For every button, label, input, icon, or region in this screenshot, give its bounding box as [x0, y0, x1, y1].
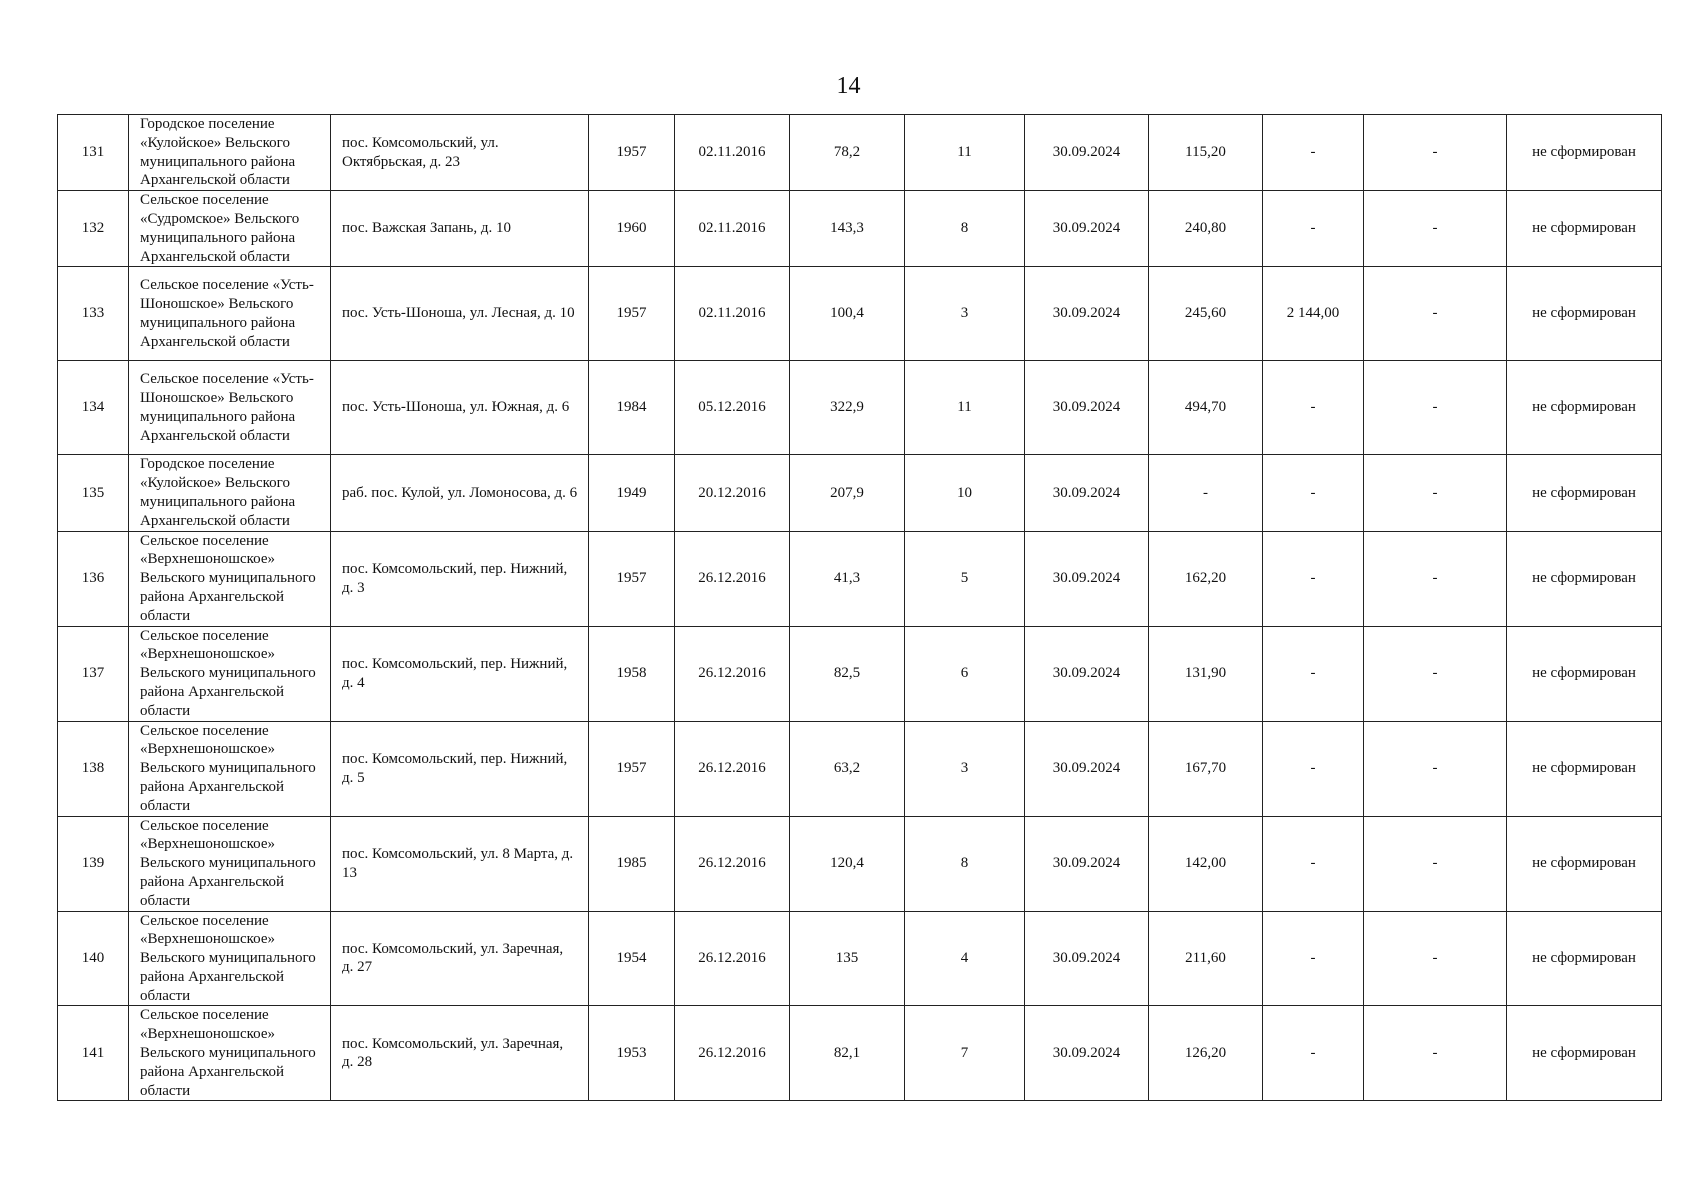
table-row: [58, 721, 1662, 816]
status-cell: не сформирован: [1507, 911, 1662, 1006]
value-column-1: 162,20: [1149, 531, 1263, 626]
residents-count: 8: [905, 191, 1025, 267]
table-row: [58, 115, 1662, 191]
table-row: [58, 191, 1662, 267]
house-address: пос. Комсомольский, ул. Заречная, д. 28: [331, 1006, 589, 1101]
residents-count: 3: [905, 721, 1025, 816]
row-number: 140: [58, 911, 129, 1006]
value-column-1: 142,00: [1149, 816, 1263, 911]
row-number: 135: [58, 455, 129, 531]
value-column-3: -: [1364, 361, 1507, 455]
relocation-deadline: 30.09.2024: [1025, 267, 1149, 361]
table-row: [58, 1006, 1662, 1101]
table-row: [58, 267, 1662, 361]
recognition-date: 02.11.2016: [675, 267, 790, 361]
house-address: пос. Усть-Шоноша, ул. Лесная, д. 10: [331, 267, 589, 361]
recognition-date: 26.12.2016: [675, 626, 790, 721]
settlement-name: Сельское поселение «Верхнешоношское» Вельского муниципального района Архангельской области: [129, 816, 331, 911]
status-cell: не сформирован: [1507, 1006, 1662, 1101]
relocation-deadline: 30.09.2024: [1025, 626, 1149, 721]
settlement-name: Сельское поселение «Усть-Шоношское» Вельского муниципального района Архангельской области: [129, 267, 331, 361]
build-year: 1957: [589, 267, 675, 361]
recognition-date: 02.11.2016: [675, 191, 790, 267]
value-column-2: -: [1263, 455, 1364, 531]
value-column-3: -: [1364, 816, 1507, 911]
housing-registry-table: [57, 114, 1662, 1101]
residents-count: 10: [905, 455, 1025, 531]
house-address: пос. Комсомольский, ул. Заречная, д. 27: [331, 911, 589, 1006]
house-area: 78,2: [790, 115, 905, 191]
value-column-2: 2 144,00: [1263, 267, 1364, 361]
relocation-deadline: 30.09.2024: [1025, 115, 1149, 191]
build-year: 1954: [589, 911, 675, 1006]
table-row: [58, 531, 1662, 626]
settlement-name: Сельское поселение «Верхнешоношское» Вельского муниципального района Архангельской области: [129, 721, 331, 816]
recognition-date: 26.12.2016: [675, 531, 790, 626]
value-column-1: 211,60: [1149, 911, 1263, 1006]
settlement-name: Городское поселение «Кулойское» Вельского муниципального района Архангельской области: [129, 455, 331, 531]
value-column-3: -: [1364, 721, 1507, 816]
recognition-date: 05.12.2016: [675, 361, 790, 455]
relocation-deadline: 30.09.2024: [1025, 455, 1149, 531]
recognition-date: 26.12.2016: [675, 721, 790, 816]
status-cell: не сформирован: [1507, 816, 1662, 911]
table-row: [58, 626, 1662, 721]
value-column-3: -: [1364, 1006, 1507, 1101]
house-area: 322,9: [790, 361, 905, 455]
house-address: пос. Комсомольский, пер. Нижний, д. 3: [331, 531, 589, 626]
recognition-date: 20.12.2016: [675, 455, 790, 531]
house-address: пос. Важская Запань, д. 10: [331, 191, 589, 267]
house-address: пос. Комсомольский, ул. Октябрьская, д. 23: [331, 115, 589, 191]
value-column-1: 126,20: [1149, 1006, 1263, 1101]
row-number: 131: [58, 115, 129, 191]
house-address: раб. пос. Кулой, ул. Ломоносова, д. 6: [331, 455, 589, 531]
residents-count: 6: [905, 626, 1025, 721]
value-column-1: 245,60: [1149, 267, 1263, 361]
house-address: пос. Комсомольский, пер. Нижний, д. 5: [331, 721, 589, 816]
house-area: 82,5: [790, 626, 905, 721]
build-year: 1984: [589, 361, 675, 455]
recognition-date: 26.12.2016: [675, 911, 790, 1006]
relocation-deadline: 30.09.2024: [1025, 531, 1149, 626]
status-cell: не сформирован: [1507, 361, 1662, 455]
relocation-deadline: 30.09.2024: [1025, 361, 1149, 455]
house-area: 143,3: [790, 191, 905, 267]
value-column-1: 167,70: [1149, 721, 1263, 816]
house-area: 120,4: [790, 816, 905, 911]
settlement-name: Сельское поселение «Верхнешоношское» Вельского муниципального района Архангельской области: [129, 1006, 331, 1101]
status-cell: не сформирован: [1507, 115, 1662, 191]
table-row: [58, 911, 1662, 1006]
value-column-1: 494,70: [1149, 361, 1263, 455]
recognition-date: 26.12.2016: [675, 1006, 790, 1101]
build-year: 1985: [589, 816, 675, 911]
house-area: 100,4: [790, 267, 905, 361]
row-number: 136: [58, 531, 129, 626]
settlement-name: Сельское поселение «Усть-Шоношское» Вельского муниципального района Архангельской области: [129, 361, 331, 455]
page-number: 14: [836, 73, 861, 99]
row-number: 138: [58, 721, 129, 816]
residents-count: 7: [905, 1006, 1025, 1101]
relocation-deadline: 30.09.2024: [1025, 721, 1149, 816]
table-row: [58, 361, 1662, 455]
status-cell: не сформирован: [1507, 721, 1662, 816]
value-column-3: -: [1364, 626, 1507, 721]
recognition-date: 02.11.2016: [675, 115, 790, 191]
value-column-2: -: [1263, 721, 1364, 816]
residents-count: 5: [905, 531, 1025, 626]
value-column-1: -: [1149, 455, 1263, 531]
value-column-1: 240,80: [1149, 191, 1263, 267]
residents-count: 8: [905, 816, 1025, 911]
build-year: 1957: [589, 721, 675, 816]
value-column-3: -: [1364, 911, 1507, 1006]
house-area: 63,2: [790, 721, 905, 816]
table-row: [58, 455, 1662, 531]
row-number: 133: [58, 267, 129, 361]
row-number: 137: [58, 626, 129, 721]
residents-count: 11: [905, 115, 1025, 191]
relocation-deadline: 30.09.2024: [1025, 816, 1149, 911]
value-column-3: -: [1364, 191, 1507, 267]
residents-count: 3: [905, 267, 1025, 361]
residents-count: 11: [905, 361, 1025, 455]
status-cell: не сформирован: [1507, 191, 1662, 267]
status-cell: не сформирован: [1507, 531, 1662, 626]
build-year: 1958: [589, 626, 675, 721]
settlement-name: Сельское поселение «Верхнешоношское» Вельского муниципального района Архангельской области: [129, 911, 331, 1006]
value-column-2: -: [1263, 1006, 1364, 1101]
value-column-2: -: [1263, 816, 1364, 911]
house-area: 135: [790, 911, 905, 1006]
value-column-3: -: [1364, 267, 1507, 361]
row-number: 134: [58, 361, 129, 455]
relocation-deadline: 30.09.2024: [1025, 191, 1149, 267]
house-address: пос. Усть-Шоноша, ул. Южная, д. 6: [331, 361, 589, 455]
house-area: 41,3: [790, 531, 905, 626]
value-column-1: 115,20: [1149, 115, 1263, 191]
settlement-name: Сельское поселение «Верхнешоношское» Вельского муниципального района Архангельской области: [129, 531, 331, 626]
status-cell: не сформирован: [1507, 267, 1662, 361]
recognition-date: 26.12.2016: [675, 816, 790, 911]
value-column-3: -: [1364, 455, 1507, 531]
row-number: 132: [58, 191, 129, 267]
row-number: 141: [58, 1006, 129, 1101]
relocation-deadline: 30.09.2024: [1025, 911, 1149, 1006]
relocation-deadline: 30.09.2024: [1025, 1006, 1149, 1101]
value-column-2: -: [1263, 626, 1364, 721]
settlement-name: Сельское поселение «Судромское» Вельского муниципального района Архангельской области: [129, 191, 331, 267]
house-address: пос. Комсомольский, пер. Нижний, д. 4: [331, 626, 589, 721]
build-year: 1960: [589, 191, 675, 267]
value-column-2: -: [1263, 191, 1364, 267]
row-number: 139: [58, 816, 129, 911]
value-column-2: -: [1263, 361, 1364, 455]
settlement-name: Городское поселение «Кулойское» Вельского муниципального района Архангельской области: [129, 115, 331, 191]
status-cell: не сформирован: [1507, 455, 1662, 531]
value-column-2: -: [1263, 911, 1364, 1006]
status-cell: не сформирован: [1507, 626, 1662, 721]
value-column-2: -: [1263, 531, 1364, 626]
value-column-3: -: [1364, 531, 1507, 626]
value-column-1: 131,90: [1149, 626, 1263, 721]
settlement-name: Сельское поселение «Верхнешоношское» Вельского муниципального района Архангельской области: [129, 626, 331, 721]
build-year: 1957: [589, 115, 675, 191]
value-column-3: -: [1364, 115, 1507, 191]
value-column-2: -: [1263, 115, 1364, 191]
build-year: 1957: [589, 531, 675, 626]
house-area: 207,9: [790, 455, 905, 531]
build-year: 1949: [589, 455, 675, 531]
house-address: пос. Комсомольский, ул. 8 Марта, д. 13: [331, 816, 589, 911]
residents-count: 4: [905, 911, 1025, 1006]
build-year: 1953: [589, 1006, 675, 1101]
house-area: 82,1: [790, 1006, 905, 1101]
table-row: [58, 816, 1662, 911]
